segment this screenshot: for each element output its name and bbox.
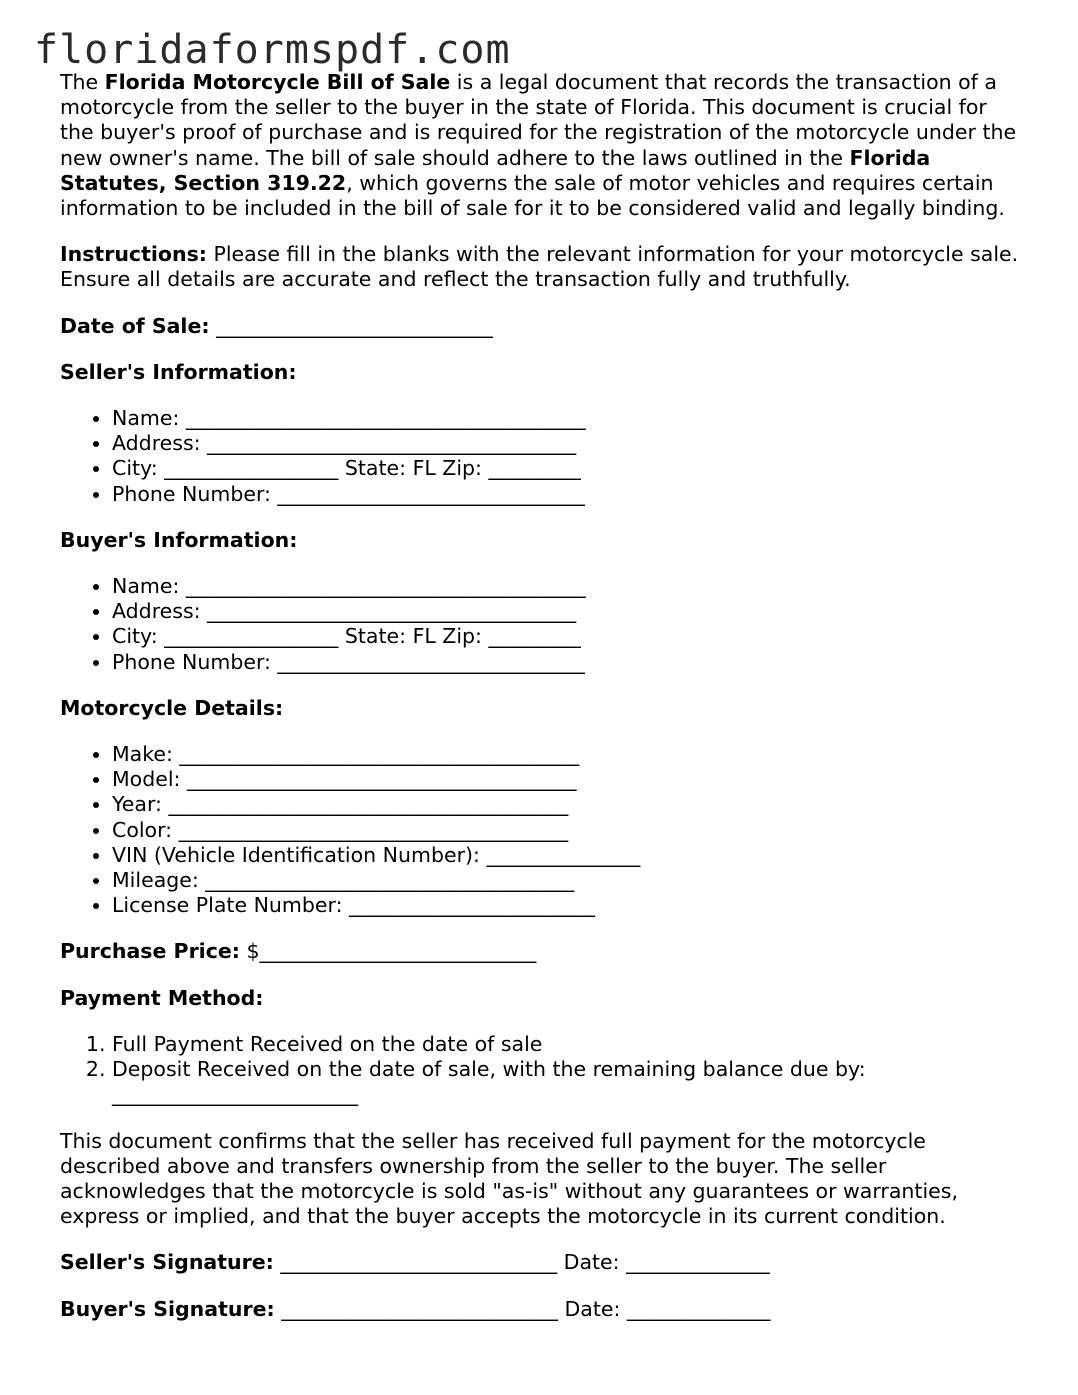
confirmation-paragraph: This document confirms that the seller has received full payment for the motorcycle described above and transfers ownership from the seller to the buyer. The seller acknowledges that the motorcycle is sold "as-is" without any guarantees or warranties, express or implied, and that the buyer accepts the motorcycle in its current condition. [60, 1128, 958, 1229]
purchase-price-field[interactable] [60, 939, 1020, 964]
seller-city-state-zip-field[interactable]: • City: _________________ State: FL Zip: _________ [112, 456, 1020, 481]
buyer-heading: Buyer's Information: [60, 527, 298, 552]
mileage-field[interactable]: • Mileage: ____________________________________ [112, 868, 1020, 893]
seller-fields [60, 406, 1020, 507]
buyer-signature-label: Buyer's Signature: [60, 1296, 275, 1321]
instructions-paragraph: Instructions: Please fill in the blanks with the relevant information for your motorcycle sale. Ensure all details are accurate and reflect the transaction fully and truthfully. [60, 242, 1019, 292]
date-of-sale-label: Date of Sale: [60, 313, 210, 338]
motorcycle-heading: Motorcycle Details: [60, 695, 284, 720]
date-of-sale-field[interactable] [60, 314, 1020, 339]
year-field[interactable]: • Year: _______________________________________ [112, 792, 1020, 817]
seller-signature-line[interactable] [60, 1250, 1020, 1275]
seller-date-blank[interactable]: Date: ______________ [563, 1250, 770, 1275]
instructions-label: Instructions: [60, 242, 207, 267]
payment-heading: Payment Method: [60, 985, 264, 1010]
date-of-sale-blank[interactable]: ___________________________ [209, 313, 493, 338]
payment-option-full[interactable]: 1. Full Payment Received on the date of sale [112, 1032, 1020, 1057]
site-watermark: floridaformspdf.com [34, 27, 511, 73]
buyer-signature-blank[interactable]: ___________________________ [274, 1296, 565, 1321]
seller-phone-field[interactable]: • Phone Number: ______________________________ [112, 482, 1020, 507]
purchase-price-blank[interactable]: $___________________________ [239, 939, 537, 964]
buyer-city-state-zip-field[interactable]: • City: _________________ State: FL Zip: _________ [112, 624, 1020, 649]
seller-signature-label: Seller's Signature: [60, 1250, 274, 1275]
make-field[interactable]: • Make: _______________________________________ [112, 742, 1020, 767]
balance-due-date-blank[interactable]: ________________________ [112, 1082, 358, 1107]
form-title: Florida Motorcycle Bill of Sale [104, 70, 451, 94]
buyer-date-blank[interactable]: Date: ______________ [564, 1296, 771, 1321]
statute-reference: Florida Statutes, Section 319.22 [60, 145, 931, 195]
buyer-signature-line[interactable] [60, 1297, 1020, 1322]
buyer-fields [60, 574, 1020, 675]
seller-name-field[interactable]: • Name: _______________________________________ [112, 406, 1020, 431]
model-field[interactable]: • Model: ______________________________________ [112, 767, 1020, 792]
buyer-name-field[interactable]: • Name: _______________________________________ [112, 574, 1020, 599]
buyer-phone-field[interactable]: • Phone Number: ______________________________ [112, 650, 1020, 675]
motorcycle-fields [60, 742, 1020, 918]
purchase-price-label: Purchase Price: [60, 939, 240, 964]
seller-address-field[interactable]: • Address: ____________________________________ [112, 431, 1020, 456]
intro-paragraph: The Florida Motorcycle Bill of Sale is a legal document that records the transaction of a motorcycle from the seller to the buyer in the state of Florida. This document is crucial for the buyer's proof of purchase and is required for the registration of the motorcycle under the new owner's name. The bill of sale should adhere to the laws outlined in the Florida Statutes, Section 319.22, which governs the sale of motor vehicles and requires certain information to be included in the bill of sale for it to be considered valid and legally binding. [60, 70, 1017, 221]
seller-signature-blank[interactable]: ___________________________ [273, 1250, 564, 1275]
seller-heading: Seller's Information: [60, 359, 297, 384]
payment-option-deposit[interactable]: 2. Deposit Received on the date of sale, with the remaining balance due by: ________________________ [112, 1057, 1020, 1107]
license-plate-field[interactable]: • License Plate Number: ________________________ [112, 893, 1020, 918]
bill-of-sale-document [60, 70, 1020, 1343]
vin-field[interactable]: • VIN (Vehicle Identification Number): _______________ [112, 843, 1020, 868]
payment-options [60, 1032, 1020, 1108]
buyer-address-field[interactable]: • Address: ____________________________________ [112, 599, 1020, 624]
color-field[interactable]: • Color: ______________________________________ [112, 818, 1020, 843]
signature-section [60, 1250, 1020, 1321]
